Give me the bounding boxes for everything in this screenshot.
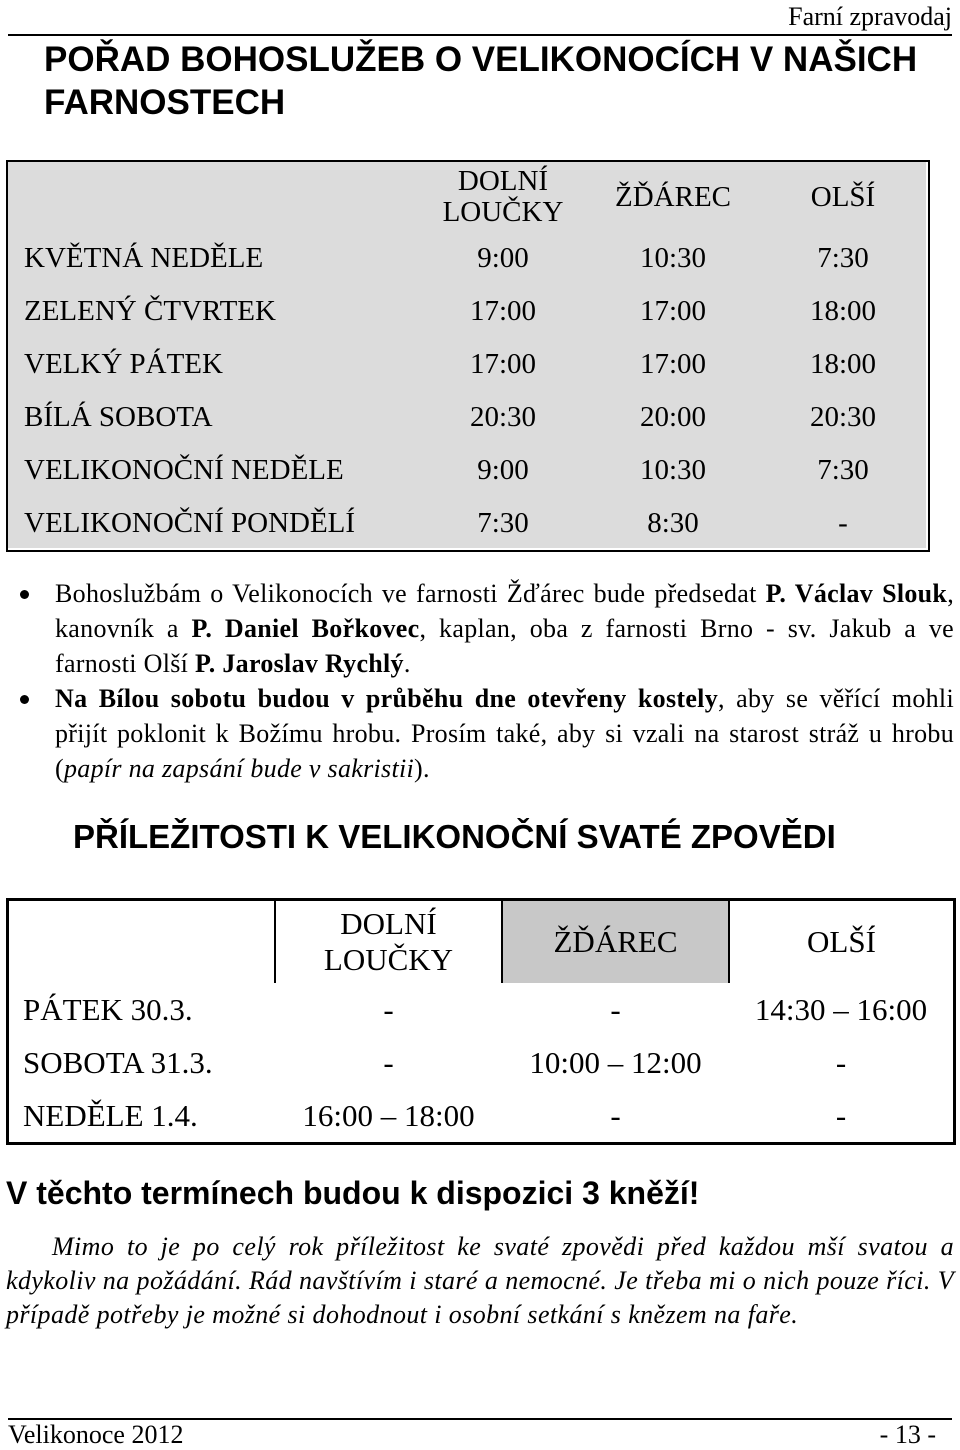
services-corner-cell — [7, 161, 418, 232]
confession-title: PŘÍLEŽITOSTI K VELIKONOČNÍ SVATÉ ZPOVĚDI — [73, 818, 836, 855]
time-cell: - — [835, 1044, 847, 1080]
time-cell: 8:30 — [647, 507, 699, 539]
row-label: NEDĚLE 1.4. — [23, 1097, 198, 1133]
bullet-text: Bohoslužbám o Velikonocích ve farnosti Žďárec bude předsedat — [55, 579, 766, 608]
row-label: VELIKONOČNÍ PONDĚLÍ — [24, 507, 356, 539]
table-row — [7, 285, 929, 338]
time-cell: - — [383, 991, 394, 1027]
column-header-olsi: OLŠÍ — [807, 924, 876, 959]
row-label: KVĚTNÁ NEDĚLE — [24, 242, 264, 274]
time-cell: - — [610, 991, 621, 1027]
bullet-text: ). — [414, 754, 430, 783]
table-row — [7, 232, 929, 285]
bullet-list — [0, 576, 960, 786]
priest-name: P. Jaroslav Rychlý — [194, 649, 404, 678]
time-cell: - — [610, 1097, 621, 1133]
publication-name: Farní zpravodaj — [788, 2, 952, 31]
time-cell: - — [383, 1044, 394, 1080]
time-cell: 16:00 – 18:00 — [302, 1097, 475, 1133]
list-item — [0, 576, 960, 681]
priests-note: V těchto termínech budou k dispozici 3 kněží! — [6, 1175, 700, 1211]
priest-name: P. Daniel Bořkovec — [191, 614, 420, 643]
row-label: VELKÝ PÁTEK — [24, 348, 223, 380]
list-item — [0, 681, 960, 786]
confession-table-header — [8, 900, 955, 984]
bullet-dot-icon — [20, 695, 29, 704]
time-cell: 10:00 – 12:00 — [529, 1044, 702, 1080]
row-label: PÁTEK 30.3. — [23, 991, 193, 1027]
services-table-header — [7, 161, 929, 232]
confession-corner-cell — [8, 900, 276, 984]
bullet-text: , aby se věřící mohli přijít poklonit k Božímu hrobu. Prosím také, aby si vzali na starost stráž u hrobu ( — [55, 684, 954, 783]
row-label: BÍLÁ SOBOTA — [24, 401, 213, 433]
time-cell: 17:00 — [639, 348, 707, 380]
table-row — [8, 983, 955, 1036]
page-title: POŘAD BOHOSLUŽEB O VELIKONOCÍCH V NAŠICH FARNOSTECH — [44, 40, 918, 122]
table-row — [7, 497, 929, 551]
column-header-zdarec: ŽĎÁREC — [502, 900, 729, 984]
time-cell: 17:00 — [469, 348, 537, 380]
time-cell: 20:30 — [809, 401, 877, 433]
column-header-olsi: OLŠÍ — [810, 180, 876, 213]
time-cell: 9:00 — [477, 454, 529, 486]
row-label: VELIKONOČNÍ NEDĚLE — [24, 454, 344, 486]
column-header-zdarec: ŽĎÁREC — [615, 180, 731, 213]
closing-paragraph: Mimo to je po celý rok příležitost ke svaté zpovědi před každou mší svatou a kdykoliv na požádání. Rád navštívím i staré a nemocné. Je třeba mi o nich pouze říci. V případě potřeby je možné si dohodnout i osobní setkání s knězem na faře. — [6, 1232, 954, 1329]
bullet-emphasis: Na Bílou sobotu budou v průběhu dne otevřeny kostely — [55, 684, 718, 713]
table-row — [8, 1089, 955, 1144]
time-cell: 18:00 — [809, 348, 877, 380]
column-header-dolni-loucky: DOLNÍ LOUČKY — [275, 900, 502, 984]
row-label: SOBOTA 31.3. — [23, 1044, 213, 1080]
table-row — [7, 444, 929, 497]
time-cell: 7:30 — [817, 242, 869, 274]
time-cell: 18:00 — [809, 295, 877, 327]
bullet-text: , kaplan, oba z farnosti Brno - sv. Jakub a ve farnosti Olší — [55, 614, 955, 678]
row-label: ZELENÝ ČTVRTEK — [24, 295, 276, 327]
table-row — [8, 1036, 955, 1089]
bullet-italic: papír na zapsání bude v sakristii — [63, 754, 415, 783]
time-cell: 10:30 — [639, 242, 707, 274]
table-row — [7, 338, 929, 391]
services-table — [6, 160, 930, 552]
bullet-text: , kanovník a — [55, 579, 955, 643]
bullet-dot-icon — [20, 590, 29, 599]
issue-name: Velikonoce 2012 — [8, 1420, 184, 1449]
priest-name: P. Václav Slouk — [765, 579, 948, 608]
column-header-dolni-loucky: DOLNÍ LOUČKY — [442, 165, 564, 228]
page-number: - 13 - — [879, 1420, 936, 1449]
header-rule — [8, 34, 952, 36]
time-cell: 7:30 — [817, 454, 869, 486]
time-cell: 20:30 — [469, 401, 537, 433]
time-cell: - — [838, 507, 848, 539]
time-cell: 17:00 — [469, 295, 537, 327]
time-cell: 9:00 — [477, 242, 529, 274]
time-cell: 7:30 — [477, 507, 529, 539]
table-row — [7, 391, 929, 444]
time-cell: 17:00 — [639, 295, 707, 327]
time-cell: 10:30 — [639, 454, 707, 486]
time-cell: - — [835, 1097, 847, 1133]
bullet-text: . — [403, 649, 411, 678]
time-cell: 20:00 — [639, 401, 707, 433]
confession-table — [6, 898, 956, 1145]
time-cell: 14:30 – 16:00 — [754, 991, 928, 1027]
